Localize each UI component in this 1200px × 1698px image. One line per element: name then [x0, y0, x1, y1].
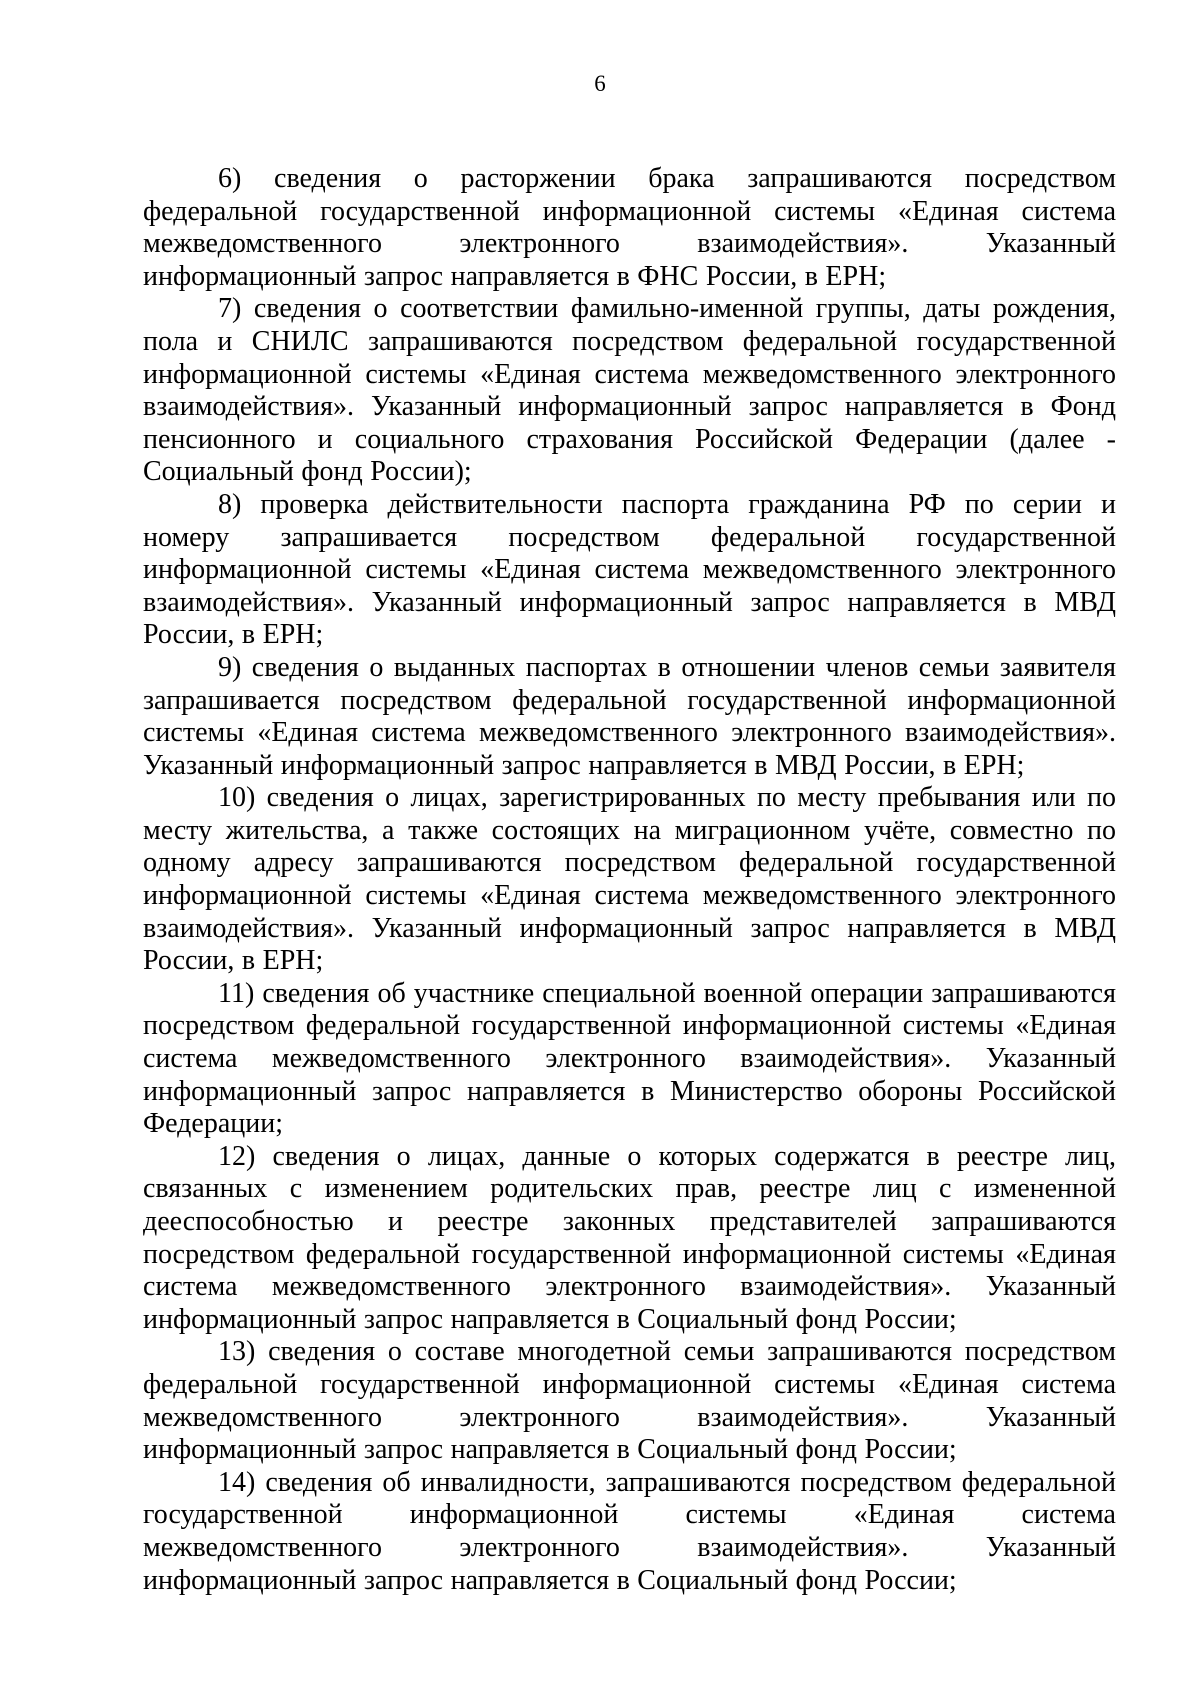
- paragraph-item-8: 8) проверка действительности паспорта гражданина РФ по серии и номеру запрашивается посредством федеральной государственной информационной системы «Единая система межведомственного электронного взаимодействия». Указанный информационный запрос направляется в МВД России, в ЕРН;: [143, 488, 1116, 651]
- paragraph-item-9: 9) сведения о выданных паспортах в отношении членов семьи заявителя запрашивается посредством федеральной государственной информационной системы «Единая система межведомственного электронного взаимодействия». Указанный информационный запрос направляется в МВД России, в ЕРН;: [143, 651, 1116, 781]
- paragraph-item-6: 6) сведения о расторжении брака запрашиваются посредством федеральной государственной информационной системы «Единая система межведомственного электронного взаимодействия». Указанный информационный запрос направляется в ФНС России, в ЕРН;: [143, 163, 1116, 292]
- page-number: 6: [594, 71, 606, 96]
- paragraph-item-13: 13) сведения о составе многодетной семьи запрашиваются посредством федеральной государственной информационной системы «Единая система межведомственного электронного взаимодействия». Указанный информационный запрос направляется в Социальный фонд России;: [143, 1336, 1116, 1466]
- paragraph-item-7: 7) сведения о соответствии фамильно-именной группы, даты рождения, пола и СНИЛС запрашиваются посредством федеральной государственной информационной системы «Единая система межведомственного электронного взаимодействия». Указанный информационный запрос направляется в Фонд пенсионного и социального страхования Российской Федерации (далее - Социальный фонд России);: [143, 293, 1116, 488]
- paragraph-item-12: 12) сведения о лицах, данные о которых содержатся в реестре лиц, связанных с изменением родительских прав, реестре лиц с измененной дееспособностью и реестре законных представителей запрашиваются посредством федеральной государственной информационной системы «Единая система межведомственного электронного взаимодействия». Указанный информационный запрос направляется в Социальный фонд России;: [143, 1140, 1116, 1335]
- document-body: [143, 163, 1116, 1597]
- paragraph-item-11: 11) сведения об участнике специальной военной операции запрашиваются посредством федеральной государственной информационной системы «Единая система межведомственного электронного взаимодействия». Указанный информационный запрос направляется в Министерство обороны Российской Федерации;: [143, 977, 1116, 1140]
- paragraph-item-14: 14) сведения об инвалидности, запрашиваются посредством федеральной государственной информационной системы «Единая система межведомственного электронного взаимодействия». Указанный информационный запрос направляется в Социальный фонд России;: [143, 1466, 1116, 1596]
- paragraph-item-10: 10) сведения о лицах, зарегистрированных по месту пребывания или по месту жительства, а также состоящих на миграционном учёте, совместно по одному адресу запрашиваются посредством федеральной государственной информационной системы «Единая система межведомственного электронного взаимодействия». Указанный информационный запрос направляется в МВД России, в ЕРН;: [143, 782, 1116, 977]
